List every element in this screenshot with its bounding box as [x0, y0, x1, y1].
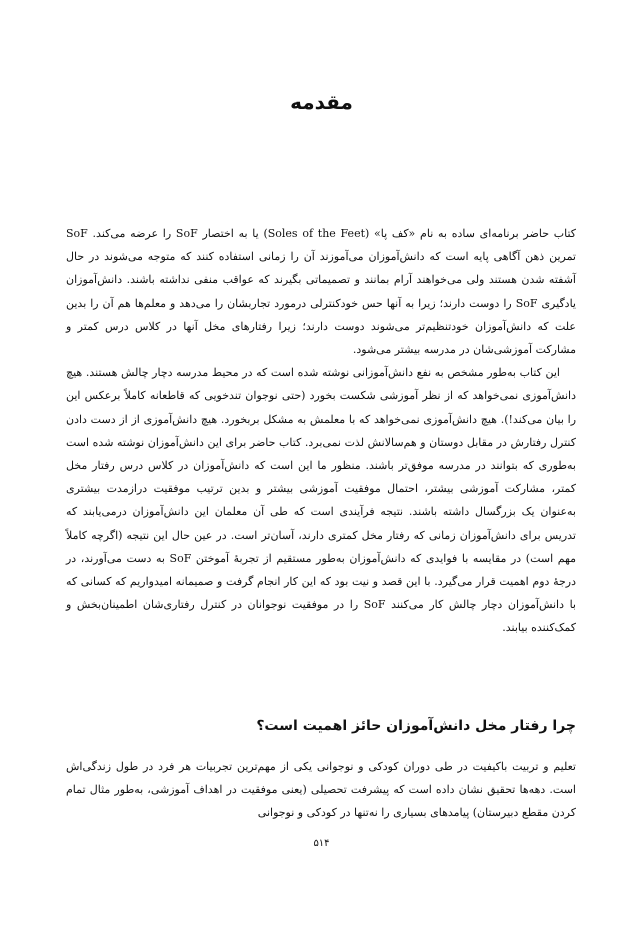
section-paragraph: تعلیم و تربیت باکیفیت در طی دوران کودکی و نوجوانی یکی از مهم‌ترین تجربیات هر فرد در طول زندگی‌اش است. دهه‌ها تحقیق نشان داده است که پیشرفت تحصیلی (یعنی موفقیت در اهداف آموزشی، به‌طور مثال تمام کردن مقطع دبیرستان) پیامدهای بسیاری را نه‌تنها در کودکی و نوجوانی: [66, 760, 576, 820]
section-heading: چرا رفتار مخل دانش‌آموزان حائز اهمیت است؟: [256, 718, 576, 734]
intro-paragraph-1: کتاب حاضر برنامه‌ای ساده به نام «کف پا» (Soles of the Feet) یا به اختصار SoF را عرضه می‌کند. SoF تمرین ذهن آگاهی پایه است که دانش‌آموزان می‌آموزند آن را زمانی استفاده کنند که متوجه می‌شوند در حال آشفته شدن هستند ولی می‌خواهند آرام بمانند و تصمیماتی بگیرند که عواقب منفی نداشته باشند. دانش‌آموزان یادگیری SoF را دوست دارند؛ زیرا به آنها حس خودکنترلی درمورد تجاربشان را می‌دهد و معلم‌ها هم آن را بدین علت که دانش‌آموزان خودتنظیم‌تر می‌شوند دوست دارند؛ زیرا رفتارهای مخل آنها در کلاس درس کمتر و مشارکت آموزشی‌شان در مدرسه بیشتر می‌شود.: [66, 227, 576, 357]
page-title: مقدمه: [290, 90, 353, 114]
section-text-block: [66, 755, 576, 825]
page-number: ۵۱۴: [313, 838, 330, 849]
intro-text-block: [66, 222, 576, 640]
intro-paragraph-2: این کتاب به‌طور مشخص به نفع دانش‌آموزانی نوشته شده است که در محیط مدرسه دچار چالش هستند. هیچ دانش‌آموزی نمی‌خواهد که از نظر آموزشی شکست بخورد (حتی نوجوان تندخویی که قاطعانه کاملاً برعکس این را بیان می‌کند!). هیچ دانش‌آموزی نمی‌خواهد که با معلمش به مشکل بربخورد. هیچ دانش‌آموزی از از دست دادن کنترل رفتارش در مقابل دوستان و هم‌سالانش لذت نمی‌برد. کتاب حاضر برای این دانش‌آموزان نوشته شده است به‌طوری که بتوانند در مدرسه موفق‌تر باشند. منظور ما این است که دانش‌آموزان در کلاس درس رفتار مخل کمتر، مشارکت آموزشی بیشتر، احتمال موفقیت آموزشی بیشتر و بدین ترتیب موفقیت درازمدت بیشتری به‌عنوان یک بزرگسال داشته باشند. نتیجه فرآیندی است که طی آن معلمان این دانش‌آموزان درمی‌یابند که تدریس برای دانش‌آموزان زمانی که رفتار مخل کمتری دارند، آسان‌تر است. در عین حال این نتیجه (اگرچه کاملاً مهم است) در مقایسه با فوایدی که دانش‌آموزان به‌طور مستقیم از تجربهٔ آموختن SoF به دست می‌آورند، در درجهٔ دوم اهمیت قرار می‌گیرد. با این قصد و نیت بود که این کار انجام گرفت و صمیمانه امیدواریم که کسانی که با دانش‌آموزان دچار چالش کار می‌کنند SoF را در موفقیت نوجوانان در کنترل رفتاری‌شان اطمینان‌بخش و کمک‌کننده بیابند.: [66, 366, 577, 635]
